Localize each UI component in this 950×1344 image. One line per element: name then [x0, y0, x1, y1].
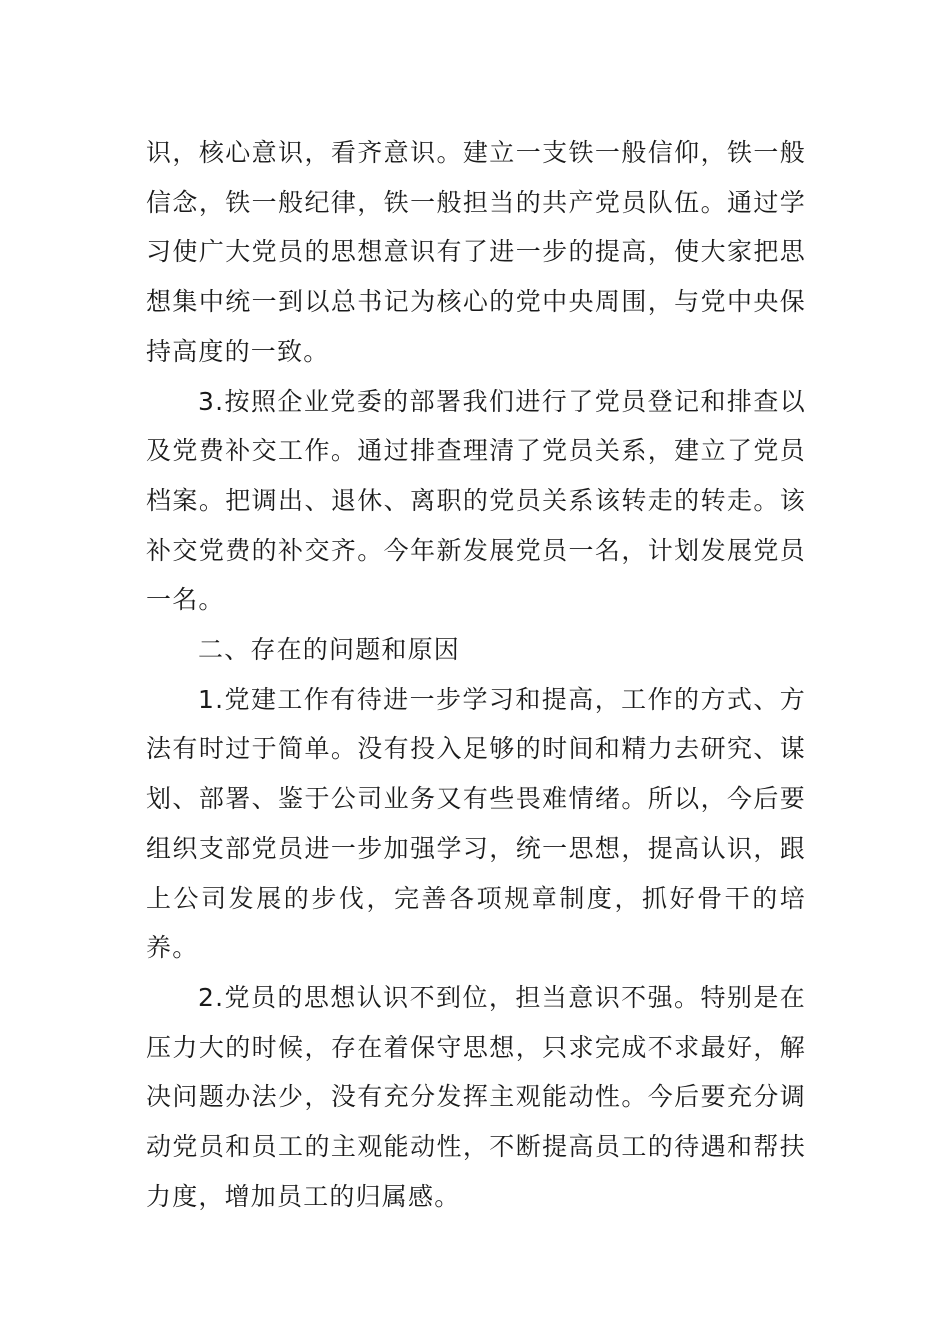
document-body [146, 128, 806, 1221]
paragraph-problem-2: 2.党员的思想认识不到位，担当意识不强。特别是在压力大的时候，存在着保守思想，只求完成不求最好，解决问题办法少，没有充分发挥主观能动性。今后要充分调动党员和员工的主观能动性，不断提高员工的待遇和帮扶力度，增加员工的归属感。 [146, 982, 806, 1211]
paragraph-problem-1: 1.党建工作有待进一步学习和提高，工作的方式、方法有时过于简单。没有投入足够的时间和精力去研究、谋划、部署、鉴于公司业务又有些畏难情绪。所以，今后要组织支部党员进一步加强学习，统一思想，提高认识，跟上公司发展的步伐，完善各项规章制度，抓好骨干的培养。 [146, 684, 806, 963]
paragraph-continued: 识，核心意识，看齐意识。建立一支铁一般信仰，铁一般信念，铁一般纪律，铁一般担当的共产党员队伍。通过学习使广大党员的思想意识有了进一步的提高，使大家把思想集中统一到以总书记为核心的党中央周围，与党中央保持高度的一致。 [146, 138, 806, 366]
paragraph-item-3: 3.按照企业党委的部署我们进行了党员登记和排查以及党费补交工作。通过排查理清了党员关系，建立了党员档案。把调出、退休、离职的党员关系该转走的转走。该补交党费的补交齐。今年新发展党员一名，计划发展党员一名。 [146, 386, 806, 615]
section-heading: 二、存在的问题和原因 [198, 635, 461, 665]
